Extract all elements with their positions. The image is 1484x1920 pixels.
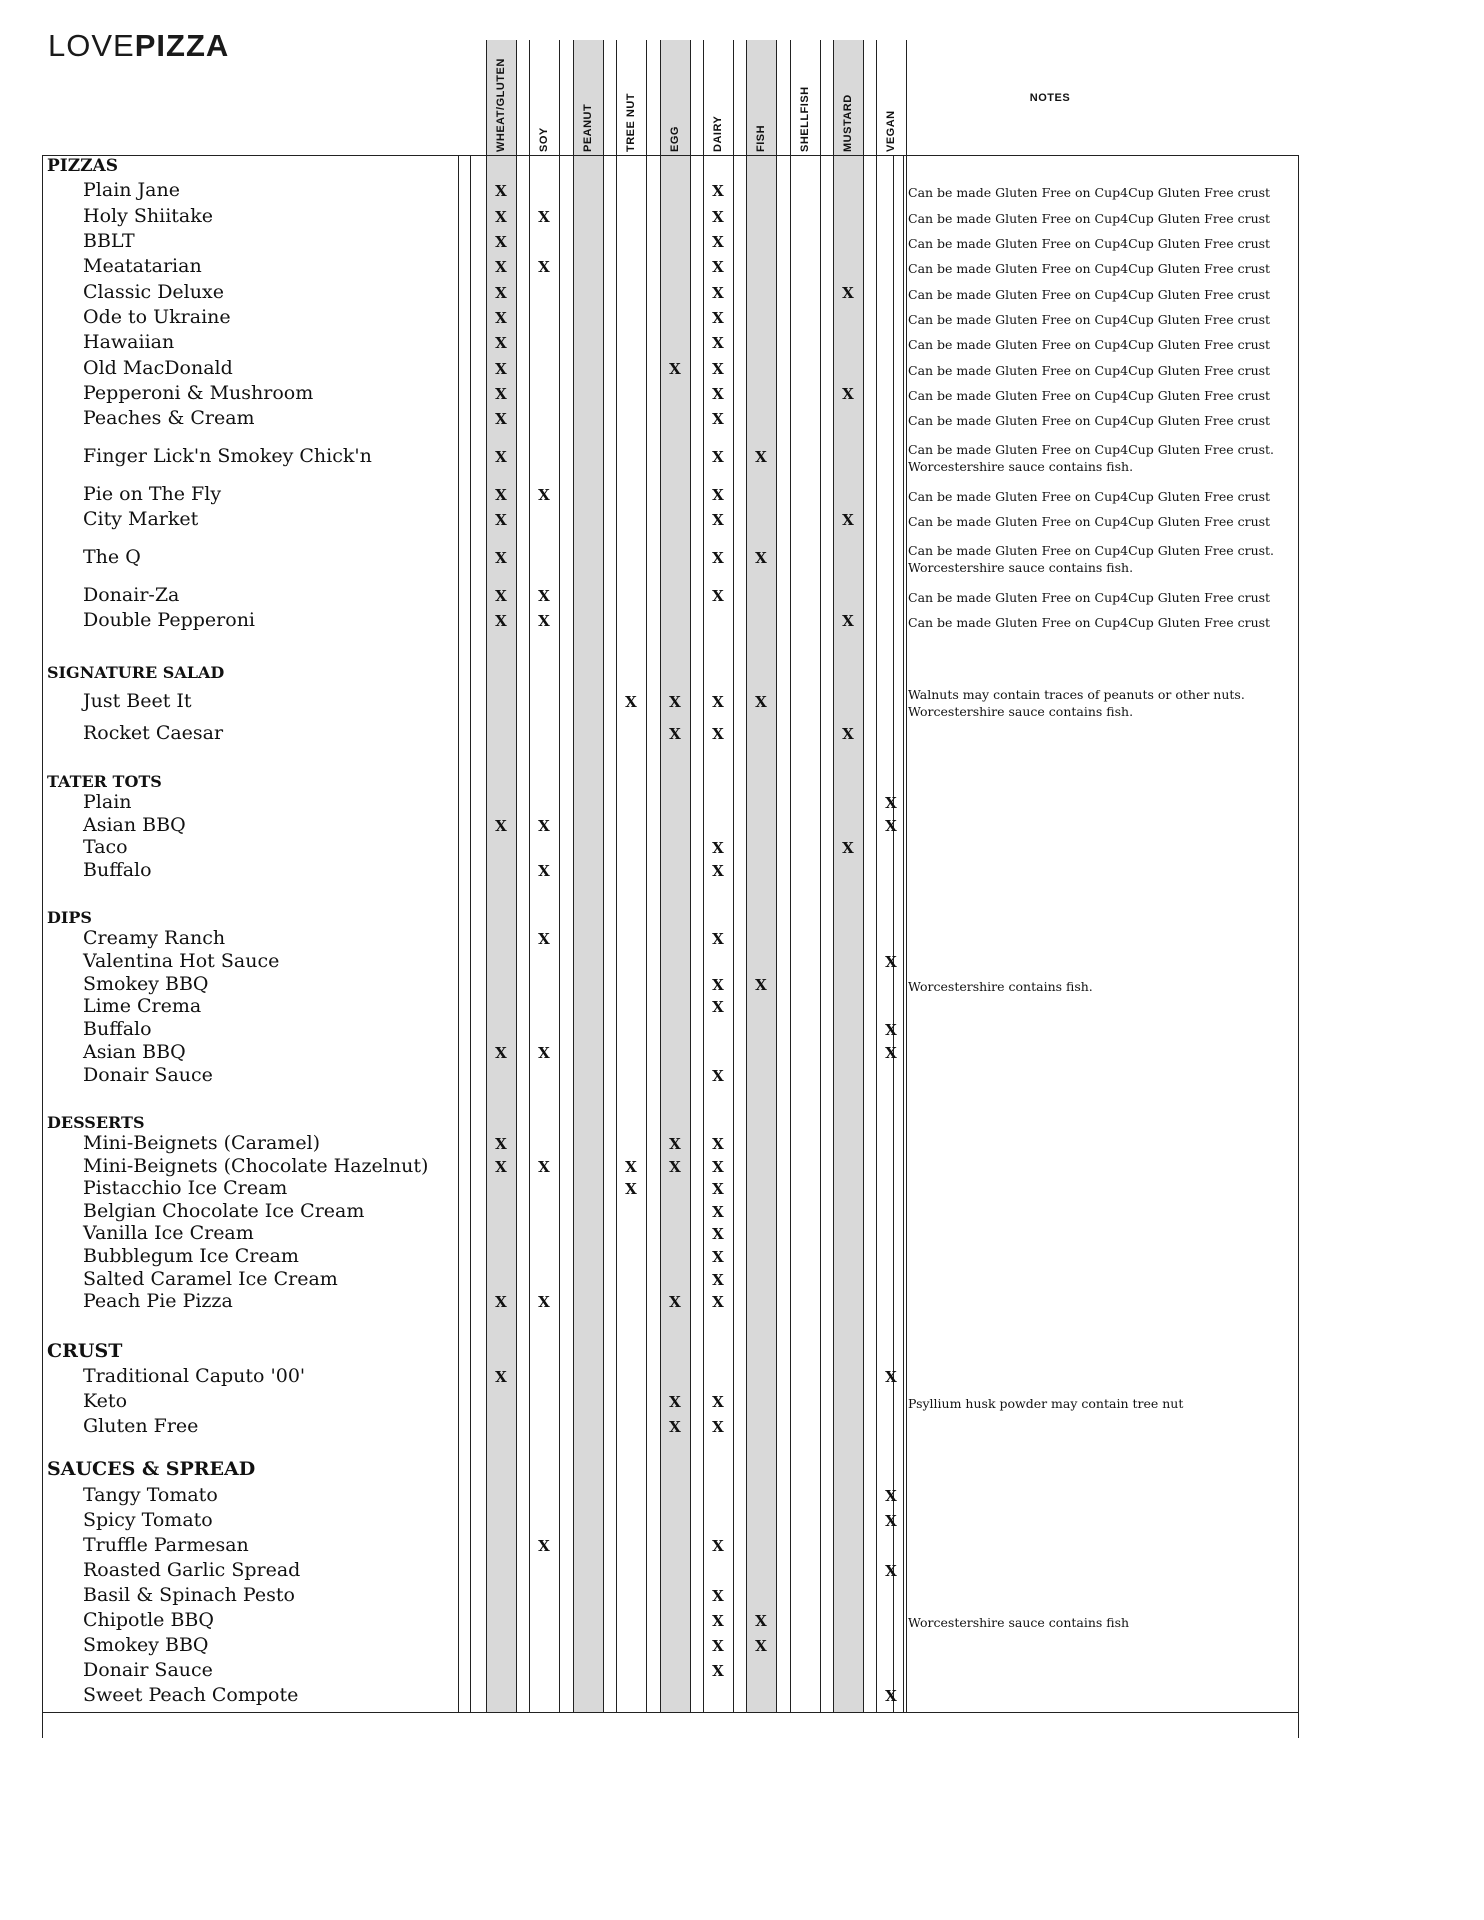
allergen-mark: X: [669, 1393, 681, 1411]
allergen-mark: X: [712, 549, 724, 567]
allergen-mark: X: [712, 258, 724, 276]
section-heading: DESSERTS: [47, 1113, 145, 1133]
allergen-mark: X: [712, 1067, 724, 1085]
allergen-mark: X: [495, 1158, 507, 1176]
column-header-soy: SOY: [538, 127, 550, 152]
item-note: Walnuts may contain traces of peanuts or other nuts. Worcestershire sauce contains fish.: [908, 687, 1245, 719]
item-note: Can be made Gluten Free on Cup4Cup Gluten Free crust: [908, 311, 1271, 327]
grid-vertical-line: [776, 40, 777, 1712]
menu-item-name: Peach Pie Pizza: [83, 1290, 233, 1312]
column-header-wheat-gluten: WHEAT/GLUTEN: [495, 58, 507, 152]
menu-item-name: Truffle Parmesan: [83, 1534, 249, 1556]
allergen-mark: X: [495, 549, 507, 567]
column-header-peanut: PEANUT: [582, 103, 594, 152]
menu-item-name: Mini-Beignets (Chocolate Hazelnut): [83, 1155, 429, 1177]
allergen-mark: X: [842, 511, 854, 529]
allergen-mark: X: [495, 587, 507, 605]
allergen-mark: X: [495, 1044, 507, 1062]
allergen-mark: X: [712, 182, 724, 200]
menu-item-name: Tangy Tomato: [83, 1484, 218, 1506]
allergen-mark: X: [712, 1418, 724, 1436]
column-header-dairy: DAIRY: [712, 115, 724, 152]
menu-item-name: Donair Sauce: [83, 1659, 213, 1681]
grid-vertical-line: [790, 40, 791, 1712]
menu-item-name: Traditional Caputo '00': [83, 1365, 306, 1387]
section-heading: TATER TOTS: [47, 772, 162, 792]
shaded-column: [746, 40, 776, 1712]
allergen-mark: X: [495, 258, 507, 276]
grid-vertical-line: [893, 155, 894, 1712]
shaded-column: [573, 40, 603, 1712]
allergen-mark: X: [712, 334, 724, 352]
item-note: Can be made Gluten Free on Cup4Cup Gluten Free crust. Worcestershire sauce contains fish.: [908, 442, 1275, 474]
grid-vertical-line: [660, 40, 661, 1712]
item-note: Can be made Gluten Free on Cup4Cup Gluten Free crust: [908, 336, 1271, 352]
allergen-mark: X: [538, 1044, 550, 1062]
allergen-mark: X: [495, 410, 507, 428]
item-note: Worcestershire sauce contains fish: [908, 1614, 1130, 1630]
menu-item-name: Valentina Hot Sauce: [83, 950, 280, 972]
item-note: Can be made Gluten Free on Cup4Cup Gluten Free crust: [908, 513, 1271, 529]
allergen-mark: X: [712, 1293, 724, 1311]
logo-love: LOVE: [48, 28, 135, 63]
menu-item-name: Spicy Tomato: [83, 1509, 213, 1531]
allergen-mark: X: [712, 1158, 724, 1176]
allergen-mark: X: [538, 486, 550, 504]
menu-item-name: Mini-Beignets (Caramel): [83, 1132, 321, 1154]
grid-vertical-line: [820, 40, 821, 1712]
grid-vertical-line: [516, 40, 517, 1712]
menu-item-name: Pistacchio Ice Cream: [83, 1177, 288, 1199]
grid-vertical-line: [458, 155, 459, 1712]
grid-vertical-line: [690, 40, 691, 1712]
item-note: Can be made Gluten Free on Cup4Cup Gluten Free crust: [908, 387, 1271, 403]
allergen-mark: X: [712, 233, 724, 251]
grid-vertical-line: [42, 155, 43, 1738]
grid-vertical-line: [559, 40, 560, 1712]
allergen-mark: X: [755, 549, 767, 567]
menu-item-name: Basil & Spinach Pesto: [83, 1584, 295, 1606]
allergen-mark: X: [712, 1180, 724, 1198]
allergen-mark: X: [712, 1248, 724, 1266]
allergen-mark: X: [495, 612, 507, 630]
allergen-mark: X: [885, 953, 897, 971]
column-header-egg: EGG: [669, 126, 681, 152]
menu-item-name: Peaches & Cream: [83, 407, 255, 429]
allergen-mark: X: [495, 486, 507, 504]
menu-item-name: Smokey BBQ: [83, 973, 209, 995]
allergen-mark: X: [712, 1537, 724, 1555]
allergen-mark: X: [538, 1537, 550, 1555]
allergen-mark: X: [885, 1487, 897, 1505]
menu-item-name: Finger Lick'n Smokey Chick'n: [83, 445, 372, 467]
menu-item-name: Old MacDonald: [83, 357, 233, 379]
menu-item-name: Roasted Garlic Spread: [83, 1559, 301, 1581]
allergen-mark: X: [842, 284, 854, 302]
allergen-mark: X: [712, 309, 724, 327]
menu-item-name: Lime Crema: [83, 995, 202, 1017]
item-note: Can be made Gluten Free on Cup4Cup Gluten Free crust. Worcestershire sauce contains fish.: [908, 543, 1275, 575]
allergen-mark: X: [885, 1687, 897, 1705]
allergen-mark: X: [885, 1044, 897, 1062]
allergen-mark: X: [712, 976, 724, 994]
grid-vertical-line: [746, 40, 747, 1712]
item-note: Psyllium husk powder may contain tree nut: [908, 1395, 1184, 1411]
section-heading: PIZZAS: [47, 156, 119, 177]
allergen-mark: X: [669, 1135, 681, 1153]
menu-item-name: Buffalo: [83, 1018, 152, 1040]
menu-item-name: Chipotle BBQ: [83, 1609, 214, 1631]
column-header-fish: FISH: [755, 124, 767, 152]
notes-column-header: NOTES: [1029, 92, 1071, 104]
allergen-mark: X: [712, 1637, 724, 1655]
menu-item-name: Creamy Ranch: [83, 927, 226, 949]
section-heading: CRUST: [47, 1340, 123, 1363]
allergen-mark: X: [842, 612, 854, 630]
logo-pizza: PIZZA: [134, 28, 230, 63]
grid-vertical-line: [876, 40, 877, 1712]
allergen-mark: X: [712, 862, 724, 880]
allergen-mark: X: [885, 1512, 897, 1530]
allergen-mark: X: [495, 511, 507, 529]
allergen-mark: X: [495, 182, 507, 200]
allergen-mark: X: [712, 486, 724, 504]
item-note: Can be made Gluten Free on Cup4Cup Gluten Free crust: [908, 614, 1271, 630]
allergen-mark: X: [495, 334, 507, 352]
allergen-mark: X: [712, 1662, 724, 1680]
allergen-mark: X: [495, 448, 507, 466]
allergen-mark: X: [712, 1587, 724, 1605]
allergen-mark: X: [712, 448, 724, 466]
allergen-mark: X: [538, 1293, 550, 1311]
allergen-mark: X: [712, 998, 724, 1016]
column-header-shellfish: SHELLFISH: [799, 86, 811, 152]
allergen-mark: X: [712, 385, 724, 403]
grid-vertical-line: [646, 40, 647, 1712]
item-note: Can be made Gluten Free on Cup4Cup Gluten Free crust: [908, 235, 1271, 251]
grid-vertical-line: [906, 40, 907, 1712]
grid-vertical-line: [616, 40, 617, 1712]
table-top-line: [42, 155, 1298, 156]
allergen-mark: X: [669, 1293, 681, 1311]
menu-item-name: Pepperoni & Mushroom: [83, 382, 314, 404]
allergen-mark: X: [842, 839, 854, 857]
section-heading: SAUCES & SPREAD: [47, 1458, 256, 1481]
column-header-tree-nut: TREE NUT: [625, 93, 637, 152]
grid-vertical-line: [529, 40, 530, 1712]
allergen-mark: X: [842, 385, 854, 403]
column-header-mustard: MUSTARD: [842, 94, 854, 152]
menu-item-name: Meatatarian: [83, 255, 202, 277]
allergen-mark: X: [712, 1203, 724, 1221]
item-note: Can be made Gluten Free on Cup4Cup Gluten Free crust: [908, 210, 1271, 226]
grid-vertical-line: [1298, 155, 1299, 1738]
allergen-mark: X: [885, 794, 897, 812]
allergen-mark: X: [495, 1368, 507, 1386]
menu-item-name: Double Pepperoni: [83, 609, 256, 631]
allergen-mark: X: [712, 511, 724, 529]
grid-vertical-line: [833, 40, 834, 1712]
grid-vertical-line: [703, 40, 704, 1712]
item-note: Can be made Gluten Free on Cup4Cup Gluten Free crust: [908, 412, 1271, 428]
menu-item-name: Just Beet It: [83, 690, 192, 712]
item-note: Can be made Gluten Free on Cup4Cup Gluten Free crust: [908, 286, 1271, 302]
menu-item-name: Plain: [83, 791, 132, 813]
allergen-mark: X: [885, 1368, 897, 1386]
allergen-mark: X: [842, 725, 854, 743]
allergen-mark: X: [495, 1135, 507, 1153]
menu-item-name: Sweet Peach Compote: [83, 1684, 299, 1706]
allergen-mark: X: [712, 1271, 724, 1289]
allergen-mark: X: [669, 725, 681, 743]
allergen-mark: X: [755, 693, 767, 711]
allergen-mark: X: [712, 930, 724, 948]
allergen-mark: X: [885, 1562, 897, 1580]
menu-item-name: Buffalo: [83, 859, 152, 881]
allergen-mark: X: [885, 817, 897, 835]
allergen-mark: X: [755, 448, 767, 466]
allergen-mark: X: [538, 817, 550, 835]
grid-vertical-line: [470, 155, 471, 1712]
allergen-mark: X: [495, 309, 507, 327]
shaded-column: [660, 40, 690, 1712]
menu-item-name: Ode to Ukraine: [83, 306, 231, 328]
menu-item-name: Gluten Free: [83, 1415, 199, 1437]
allergen-mark: X: [538, 612, 550, 630]
allergen-mark: X: [712, 1225, 724, 1243]
allergen-mark: X: [669, 1158, 681, 1176]
allergen-mark: X: [712, 839, 724, 857]
allergen-mark: X: [495, 233, 507, 251]
allergen-mark: X: [495, 817, 507, 835]
item-note: Can be made Gluten Free on Cup4Cup Gluten Free crust: [908, 184, 1271, 200]
allergen-mark: X: [712, 208, 724, 226]
allergen-mark: X: [669, 1418, 681, 1436]
menu-item-name: Smokey BBQ: [83, 1634, 209, 1656]
menu-item-name: The Q: [83, 546, 141, 568]
grid-vertical-line: [486, 40, 487, 1712]
grid-vertical-line: [603, 40, 604, 1712]
menu-item-name: Plain Jane: [83, 179, 180, 201]
item-note: Can be made Gluten Free on Cup4Cup Gluten Free crust: [908, 362, 1271, 378]
allergen-mark: X: [712, 360, 724, 378]
allergen-mark: X: [538, 258, 550, 276]
grid-vertical-line: [863, 40, 864, 1712]
allergen-mark: X: [495, 360, 507, 378]
menu-item-name: Keto: [83, 1390, 128, 1412]
menu-item-name: BBLT: [83, 230, 135, 252]
menu-item-name: Pie on The Fly: [83, 483, 222, 505]
allergen-mark: X: [625, 1180, 637, 1198]
item-note: Can be made Gluten Free on Cup4Cup Gluten Free crust: [908, 260, 1271, 276]
allergen-mark: X: [755, 1612, 767, 1630]
allergen-mark: X: [885, 1021, 897, 1039]
section-heading: DIPS: [47, 908, 92, 928]
menu-item-name: Bubblegum Ice Cream: [83, 1245, 299, 1267]
allergen-mark: X: [755, 976, 767, 994]
allergen-mark: X: [712, 410, 724, 428]
menu-item-name: City Market: [83, 508, 199, 530]
allergen-mark: X: [712, 284, 724, 302]
menu-item-name: Donair Sauce: [83, 1064, 213, 1086]
item-note: Worcestershire contains fish.: [908, 978, 1093, 994]
allergen-mark: X: [712, 587, 724, 605]
allergen-mark: X: [538, 930, 550, 948]
item-note: Can be made Gluten Free on Cup4Cup Gluten Free crust: [908, 488, 1271, 504]
allergen-mark: X: [712, 693, 724, 711]
menu-item-name: Taco: [83, 836, 128, 858]
menu-item-name: Hawaiian: [83, 331, 175, 353]
table-bottom-line: [42, 1712, 1298, 1713]
allergen-mark: X: [712, 725, 724, 743]
allergen-mark: X: [495, 385, 507, 403]
menu-item-name: Salted Caramel Ice Cream: [83, 1268, 338, 1290]
grid-vertical-line: [903, 155, 904, 1712]
love-pizza-logo: [48, 28, 229, 64]
allergen-mark: X: [538, 587, 550, 605]
menu-item-name: Donair-Za: [83, 584, 180, 606]
allergen-mark: X: [712, 1393, 724, 1411]
menu-item-name: Asian BBQ: [83, 814, 186, 836]
menu-item-name: Holy Shiitake: [83, 205, 213, 227]
menu-item-name: Rocket Caesar: [83, 722, 224, 744]
menu-item-name: Vanilla Ice Cream: [83, 1222, 254, 1244]
menu-item-name: Classic Deluxe: [83, 281, 224, 303]
menu-item-name: Asian BBQ: [83, 1041, 186, 1063]
menu-item-name: Belgian Chocolate Ice Cream: [83, 1200, 365, 1222]
allergen-mark: X: [712, 1135, 724, 1153]
allergen-mark: X: [495, 284, 507, 302]
allergen-mark: X: [538, 862, 550, 880]
allergen-mark: X: [669, 693, 681, 711]
allergen-mark: X: [495, 1293, 507, 1311]
allergen-mark: X: [755, 1637, 767, 1655]
item-note: Can be made Gluten Free on Cup4Cup Gluten Free crust: [908, 589, 1271, 605]
allergen-mark: X: [495, 208, 507, 226]
grid-vertical-line: [733, 40, 734, 1712]
allergen-mark: X: [538, 208, 550, 226]
column-header-vegan: VEGAN: [885, 110, 897, 152]
allergen-mark: X: [669, 360, 681, 378]
grid-vertical-line: [573, 40, 574, 1712]
allergen-mark: X: [625, 693, 637, 711]
allergen-mark: X: [625, 1158, 637, 1176]
section-heading: SIGNATURE SALAD: [47, 663, 225, 683]
allergen-mark: X: [712, 1612, 724, 1630]
allergen-mark: X: [538, 1158, 550, 1176]
